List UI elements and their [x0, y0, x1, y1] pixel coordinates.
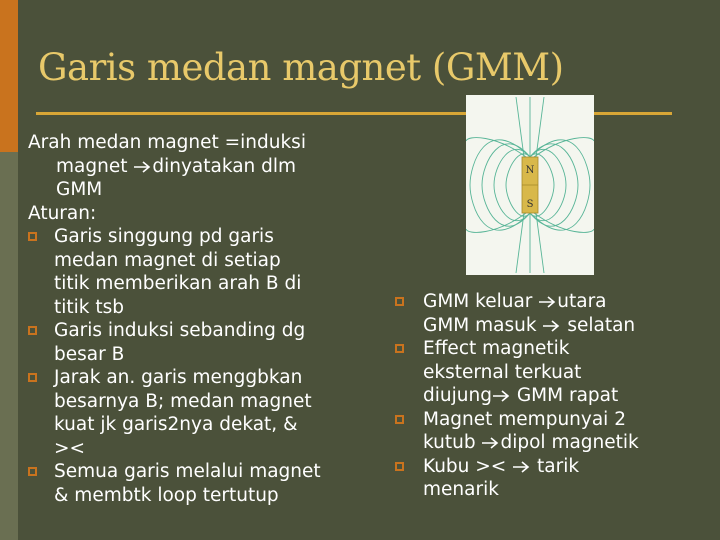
right-text-column [395, 290, 710, 502]
bullet-text: GMM rapat [510, 385, 619, 406]
bullet-text: tarik [531, 455, 580, 477]
south-pole-label: S [526, 199, 534, 210]
list-item [395, 408, 710, 455]
arrow-right-icon [543, 320, 560, 332]
bullet-line: >< [54, 437, 86, 459]
bullet-line: titik tsb [54, 296, 125, 318]
square-bullet-icon [395, 462, 404, 471]
bullet-line [423, 290, 710, 314]
intro-line [28, 155, 373, 179]
intro-line: Arah medan magnet =induksi [28, 132, 306, 153]
north-pole-label: N [525, 165, 535, 176]
intro-text: dinyatakan dlm [152, 155, 297, 177]
list-item [28, 366, 373, 460]
square-bullet-icon [395, 297, 404, 306]
bullet-text: GMM masuk [423, 314, 543, 336]
bullet-line: Garis induksi sebanding dg [54, 320, 306, 341]
bullet-line: menarik [423, 479, 499, 500]
left-text-column [28, 131, 373, 507]
bullet-text: Kubu >< [423, 455, 513, 477]
bullet-text: dipol magnetik [500, 432, 639, 453]
bullet-text: diujung [423, 385, 492, 406]
square-bullet-icon [28, 467, 37, 476]
slide-title: Garis medan magnet (GMM) [38, 46, 564, 89]
square-bullet-icon [395, 415, 404, 424]
bullet-line [423, 455, 710, 479]
magnet-field-diagram [466, 95, 594, 275]
square-bullet-icon [28, 373, 37, 382]
list-item [28, 319, 373, 366]
bullet-text: kutub [423, 432, 482, 453]
bullet-line: & membtk loop tertutup [54, 484, 279, 506]
list-item [395, 455, 710, 502]
bullet-line: Garis singgung pd garis [54, 226, 274, 247]
bullet-line: medan magnet di setiap [54, 249, 281, 271]
list-item [28, 225, 373, 319]
arrow-right-icon [134, 161, 151, 173]
bullet-line: Effect magnetik [423, 338, 570, 359]
side-accent [0, 0, 18, 152]
arrow-right-icon [482, 437, 499, 449]
bullet-line: besar B [54, 343, 125, 365]
bullet-line: besarnya B; medan magnet [54, 390, 312, 412]
bullet-line: titik memberikan arah B di [54, 273, 302, 294]
bullet-line: eksternal terkuat [423, 361, 582, 383]
list-item [395, 337, 710, 408]
bullet-line [423, 431, 710, 455]
square-bullet-icon [28, 326, 37, 335]
arrow-right-icon [539, 296, 556, 308]
arrow-right-icon [513, 461, 530, 473]
list-item [395, 290, 710, 337]
intro-text: magnet [56, 155, 134, 177]
bullet-text: selatan [561, 314, 636, 336]
rules-heading: Aturan: [28, 202, 97, 224]
bullet-line [423, 384, 710, 408]
bullet-line: Jarak an. garis menggbkan [54, 367, 303, 388]
arrow-right-icon [493, 390, 510, 402]
bullet-text: GMM keluar [423, 291, 539, 312]
bullet-line: kuat jk garis2nya dekat, & [54, 414, 298, 435]
square-bullet-icon [28, 232, 37, 241]
bullet-line: Magnet mempunyai 2 [423, 408, 626, 430]
bullet-text: utara [557, 291, 607, 312]
intro-line: GMM [56, 179, 103, 200]
bullet-line [423, 314, 710, 338]
list-item [28, 460, 373, 507]
bullet-line: Semua garis melalui magnet [54, 461, 321, 482]
square-bullet-icon [395, 344, 404, 353]
